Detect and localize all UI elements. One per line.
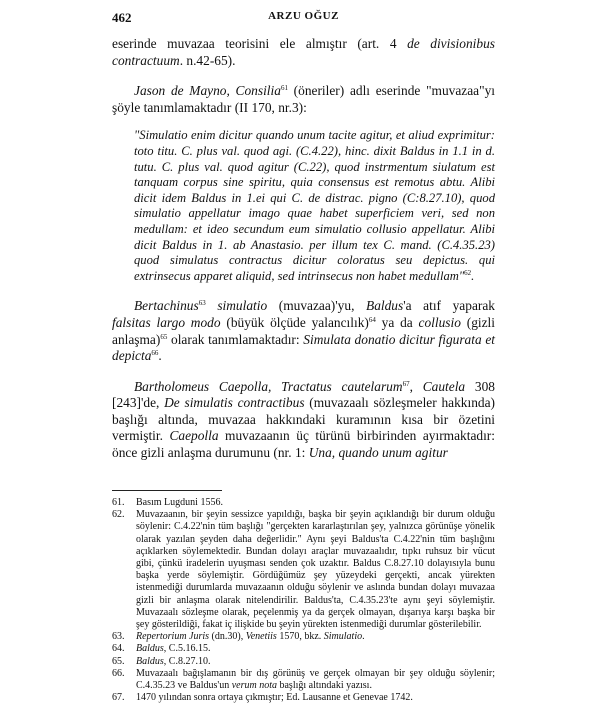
running-title: ARZU OĞUZ bbox=[268, 10, 339, 22]
latin-quotation bbox=[134, 128, 495, 284]
footnote-text bbox=[136, 643, 495, 655]
footnote-number: 62. bbox=[112, 509, 125, 521]
italic-run: Baldus bbox=[136, 655, 164, 667]
footnote-number: 64. bbox=[112, 643, 125, 655]
footnote-61 bbox=[112, 497, 495, 509]
text-run: (dn.30), bbox=[209, 631, 246, 643]
text-run: ya da bbox=[375, 314, 419, 330]
text-run: 1570, bkz. bbox=[276, 631, 324, 643]
footnote-text bbox=[136, 656, 495, 668]
footnote-text: Muvazaanın, bir şeyin sessizce yapıldığı, başka bir şeyin açıklandığı bir durum olduğu söylenir: C.4.22'nin tüm başlığı "gerçekten kararlaştırılan şey, yalnızca görünüşe yönelik olarak yazılan şeyden daha değerlidir." Aynı şeyi Baldus'ta C.4.22'nin tüm başlığını açıklarken söylemektedir. Bundan dolayı araçlar muvazaalıdır, tıpkı ruhsuz bir vücut gibi, çünkü iradelerin uyuşması senden çok uzaktır. Baldus C.8.27.10 dolayısıyla bunu başka yerde söylemiştir. Gördüğümüz şey yüzeydeki gerçekti, ancak yürekten istenmediği durumlarda muvazaanın olduğu söylenir ve aslında bundan dolayı muvazaa gizli bir anlaşma olarak nitelendirilir. Baldus'ta, C.4.35.23'te aynı şeyi söylemiştir. Muvazaalı sözleşme olarak, peçelenmiş ya da gerçek olmayan, dışarıya karşı başka bir şey gösterildiği, fakat iç ilişkide bu şeyin yürekten istenmediği durumlar gösterilebilir. bbox=[136, 509, 495, 631]
footnote-number: 61. bbox=[112, 497, 125, 508]
text-run: . bbox=[471, 268, 475, 283]
footnotes bbox=[112, 497, 495, 704]
italic-run: simulatio bbox=[205, 298, 268, 314]
paragraph-4 bbox=[112, 298, 495, 364]
footnote-text bbox=[136, 631, 495, 643]
italic-run: Caepolla bbox=[169, 428, 219, 444]
footnote-66 bbox=[112, 668, 495, 692]
paragraph-2 bbox=[112, 83, 495, 116]
text-run: (muvazaalı sözleşmeler hakkında) başlığı altında, muvazaa hakkındaki kuramının kısa bir özetini vermiştir. bbox=[112, 395, 495, 444]
italic-run: de divisionibus contractuum bbox=[112, 36, 495, 68]
italic-run: "Simulatio enim dicitur quando unum tacite agitur, et aliud exprimitur: toto titu. C. plus val. quod agi. (C.4.22), hinc. dixit Baldus in 1.1 in d. tutu. C. plus val. quod agitur (C.22), quod instrmentum siulatum est tanquam corpus sine spiritu, quia consensus est remotus abtu. Alibi dicit idem Baldus in 1.ei qui C. de distrac. pigno (C:8.27.10), quod simulatio appellatur imago quae habet superficiem veri, sed non medullam: et ideo secundum eum simulatio collusio appellatur. Alibi dicit Baldus in 1. ab Anastasio. per illum tex C. mand. (C.4.35.23) quod simulatus contractus dicitur coloratus seu depictus. qui extrinsecus apparet aliquid, sed intrinsecus non habet medullam" bbox=[134, 128, 495, 283]
text-run: eserinde muvazaa teorisini ele almıştır (art. 4 bbox=[112, 36, 408, 51]
italic-run: Repertorium Juris bbox=[136, 631, 210, 643]
footnote-65 bbox=[112, 656, 495, 668]
text-run: Muvazaalı bağışlamanın bir dış görünüş ve gerçek olmayan bir şey olduğu söylenir; C.4.35.23 ve Baldus'un bbox=[136, 667, 495, 692]
footnote-number: 66. bbox=[112, 667, 125, 679]
italic-run: Cautela bbox=[422, 378, 466, 394]
footnote-divider bbox=[112, 490, 222, 491]
text-run: 'a atıf yaparak bbox=[403, 298, 495, 314]
italic-run: Venetiis bbox=[245, 631, 277, 643]
text-run: (gizli anlaşma) bbox=[112, 314, 495, 347]
footnote-ref[interactable]: 67 bbox=[402, 379, 410, 388]
text-run: . n.42-65). bbox=[179, 52, 236, 68]
page-number: 462 bbox=[112, 10, 132, 25]
footnote-text: 1470 yılından sonra ortaya çıkmıştır; Ed. Lausanne et Genevae 1742. bbox=[136, 692, 413, 704]
italic-run: Simulata donatio dicitur figurata et depicta bbox=[112, 331, 495, 364]
italic-run: Jason de Mayno, Consilia bbox=[134, 83, 281, 99]
text-run: (öneriler) adlı eserinde "muvazaa"yı şöyle tanımlamaktadır (II 170, nr.3): bbox=[112, 83, 495, 115]
text-run: 308 [243]'de, bbox=[112, 378, 496, 411]
footnote-64 bbox=[112, 643, 495, 655]
text-run: . bbox=[362, 631, 365, 643]
footnote-ref[interactable]: 64 bbox=[368, 315, 376, 324]
italic-run: Una, quando unum agitur bbox=[308, 445, 448, 461]
text-run: , bbox=[409, 378, 423, 394]
footnote-62 bbox=[112, 509, 495, 631]
footnote-number: 63. bbox=[112, 631, 125, 643]
italic-run: De simulatis contractibus bbox=[164, 395, 305, 411]
text-run: , C.8.27.10. bbox=[163, 655, 211, 667]
page-header bbox=[112, 10, 495, 28]
italic-run: Bartholomeus Caepolla, Tractatus cautelarum bbox=[134, 378, 403, 394]
footnote-ref[interactable]: 62 bbox=[464, 268, 472, 277]
text-run: . bbox=[158, 348, 162, 364]
italic-run: Simulatio bbox=[323, 631, 363, 643]
italic-run: Bertachinus bbox=[134, 298, 199, 314]
footnote-text bbox=[136, 668, 495, 692]
italic-run: falsitas largo modo bbox=[112, 314, 221, 330]
paragraph-1 bbox=[112, 36, 495, 69]
text-run: olarak tanımlamaktadır: bbox=[167, 331, 304, 347]
italic-run: collusio bbox=[418, 314, 461, 330]
main-text bbox=[112, 36, 495, 462]
text-run: , C.5.16.15. bbox=[163, 643, 211, 655]
text-run: (muvazaa)'yu, bbox=[267, 298, 367, 314]
text-run: başlığı altındaki yazısı. bbox=[276, 680, 372, 692]
footnote-ref[interactable]: 61 bbox=[280, 84, 288, 93]
footnote-63 bbox=[112, 631, 495, 643]
italic-run: Baldus bbox=[366, 298, 404, 314]
footnote-67 bbox=[112, 692, 495, 704]
footnote-ref[interactable]: 65 bbox=[160, 332, 168, 341]
text-run: (büyük ölçüde yalancılık) bbox=[220, 314, 369, 330]
footnote-text: Basım Lugduni 1556. bbox=[136, 497, 223, 508]
footnote-ref[interactable]: 66 bbox=[151, 349, 159, 358]
paragraph-5 bbox=[112, 379, 495, 462]
italic-run: verum nota bbox=[231, 680, 277, 692]
italic-run: Baldus bbox=[136, 643, 164, 655]
footnote-number: 65. bbox=[112, 655, 125, 667]
footnote-number: 67. bbox=[112, 692, 125, 704]
text-run: muvazaanın üç türünü birbirinden ayırmaktadır: önce gizli anlaşma durumunu (nr. 1: bbox=[112, 428, 495, 461]
footnote-ref[interactable]: 63 bbox=[198, 299, 206, 308]
